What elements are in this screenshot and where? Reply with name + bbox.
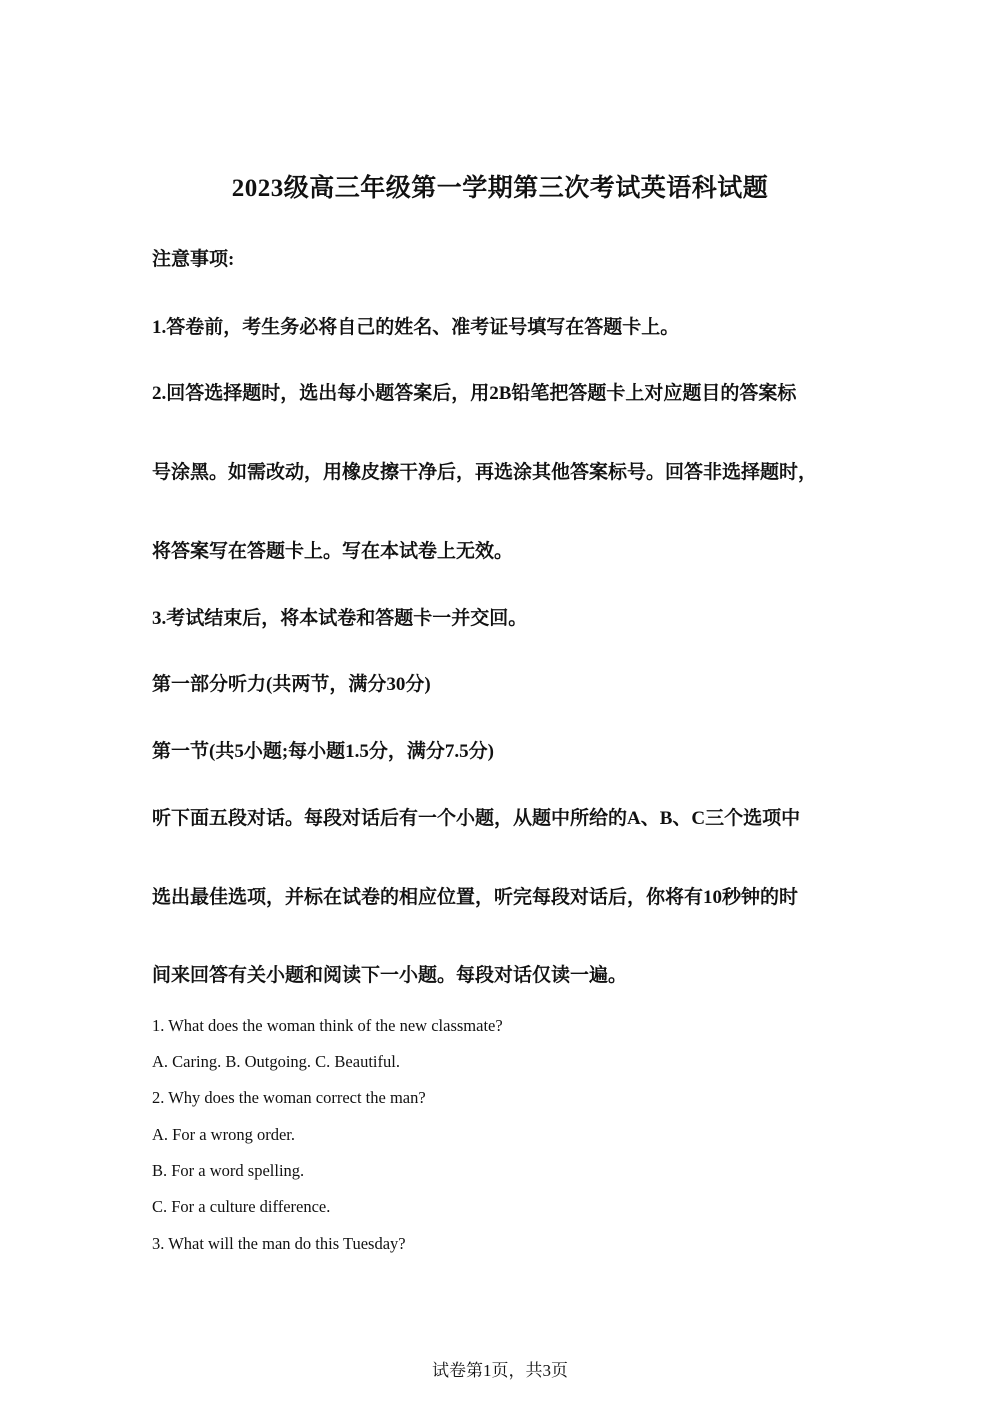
notice-item-3: 3.考试结束后，将本试卷和答题卡一并交回。 [152,608,528,629]
question-3: 3. What will the man do this Tuesday? [152,1234,406,1253]
page-footer: 试卷第1页，共3页 [432,1361,568,1380]
question-2: 2. Why does the woman correct the man? [152,1088,426,1107]
question-1: 1. What does the woman think of the new classmate? [152,1016,503,1035]
section1-heading: 第一节(共5小题;每小题1.5分，满分7.5分) [152,741,494,762]
part1-heading: 第一部分听力(共两节，满分30分) [152,674,431,695]
instructions-line-1: 听下面五段对话。每段对话后有一个小题，从题中所给的A、B、C三个选项中 [152,808,801,829]
notice-item-2-line-1: 2.回答选择题时，选出每小题答案后，用2B铅笔把答题卡上对应题目的答案标 [152,383,797,404]
notice-item-2-line-2: 号涂黑。如需改动，用橡皮擦干净后，再选涂其他答案标号。回答非选择题时， [152,462,818,483]
instructions-line-2: 选出最佳选项，并标在试卷的相应位置，听完每段对话后，你将有10秒钟的时 [152,887,799,908]
notice-heading: 注意事项: [152,249,235,270]
instructions-line-3: 间来回答有关小题和阅读下一小题。每段对话仅读一遍。 [152,965,628,986]
question-2-option-b: B. For a word spelling. [152,1161,305,1180]
notice-item-1: 1.答卷前，考生务必将自己的姓名、准考证号填写在答题卡上。 [152,317,680,338]
question-2-option-c: C. For a culture difference. [152,1197,331,1216]
exam-title: 2023级高三年级第一学期第三次考试英语科试题 [231,175,769,202]
notice-item-2-line-3: 将答案写在答题卡上。写在本试卷上无效。 [152,541,514,562]
question-2-option-a: A. For a wrong order. [152,1125,295,1144]
question-1-options: A. Caring. B. Outgoing. C. Beautiful. [152,1052,400,1071]
